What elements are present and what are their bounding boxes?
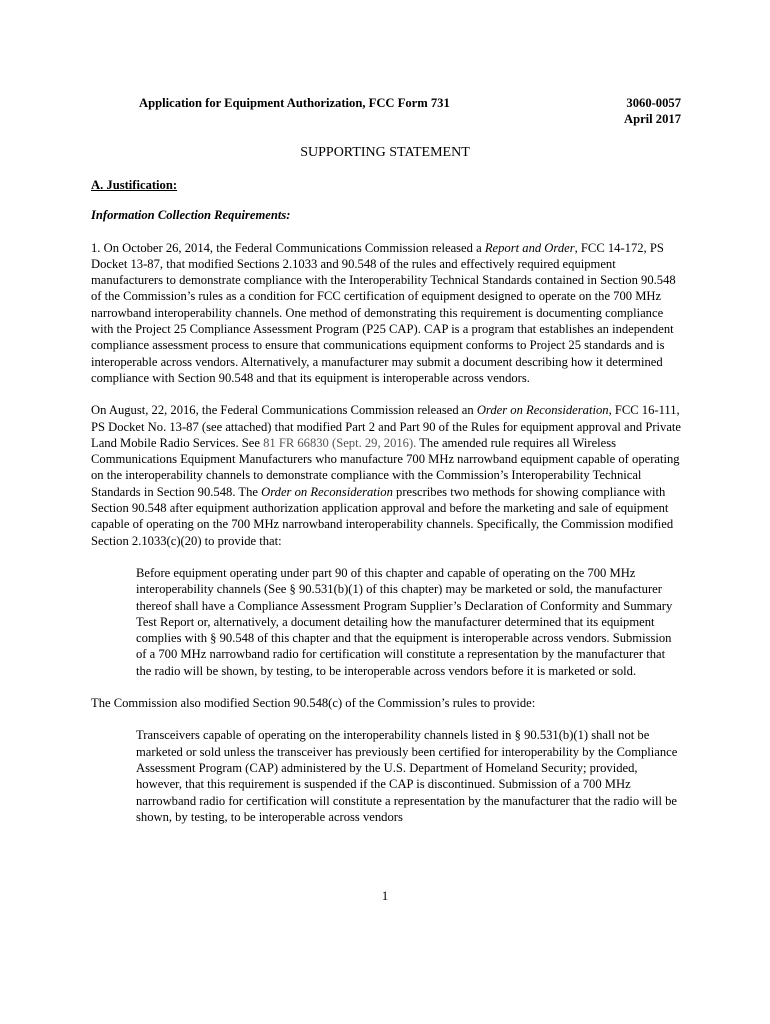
paragraph-1-intro: 1. On October 26, 2014, the Federal Communications Commission released a <box>91 240 485 255</box>
paragraph-3: The Commission also modified Section 90.548(c) of the Commission’s rules to provide: <box>91 696 536 711</box>
subheading: Information Collection Requirements: <box>91 208 291 223</box>
paragraph-2-rest: prescribes two methods for showing compliance with Section 90.548 after equipment authorization application approval and before the marketing and sale of equipment capable of operating on the 700 MHz narrowband interoperability channels. Specifically, the Commission modified Section 2.1033(c)(20) to provide that: <box>91 484 674 548</box>
document-body <box>91 177 681 841</box>
block-quote-1: Before equipment operating under part 90 of this chapter and capable of operating on the 700 MHz interoperability channels (See § 90.531(b)(1) of this chapter) may be marketed or sold, the manufacturer thereof shall have a Compliance Assessment Program Supplier’s Declaration of Conformity and Summary Test Report or, alternatively, a document detailing how the manufacturer determined that its equipment complies with § 90.548 of this chapter and that the equipment is interoperable across vendors. Submission of a 700 MHz narrowband radio for certification will constitute a representation by the manufacturer that the radio will be shown, by testing, to be interoperable across vendors before it is marketed or sold. <box>136 565 673 678</box>
paragraph-2-mid-2: The amended rule requires all Wireless Communications Equipment Manufacturers who manufacture 700 MHz narrowband equipment capable of operating on the interoperability channels to demonstrate compliance with the Commission’s Interoperability Technical Standards in Section 90.548. The <box>91 435 680 499</box>
block-quote-2: Transceivers capable of operating on the interoperability channels listed in § 90.531(b)(1) shall not be marketed or sold unless the transceiver has previously been certified for interoperability by the Compliance Assessment Program (CAP) administered by the U.S. Department of Homeland Security; provided, however, that this requirement is suspended if the CAP is discontinued. Submission of a 700 MHz narrowband radio for certification will constitute a representation by the manufacturer that the radio will be shown, by testing, to be interoperable across vendors <box>136 728 678 824</box>
paragraph-1 <box>91 240 681 387</box>
paragraph-1-italic: Report and Order <box>484 240 575 255</box>
paragraph-2-intro: On August, 22, 2016, the Federal Communications Commission released an <box>91 403 477 418</box>
document-title: SUPPORTING STATEMENT <box>300 145 470 160</box>
paragraph-2-italic-2: Order on Reconsideration <box>261 484 393 499</box>
omb-number: 3060-0057 <box>626 96 681 110</box>
revision-date: April 2017 <box>623 112 681 127</box>
form-title: Application for Equipment Authorization, FCC Form 731 <box>139 96 450 110</box>
paragraph-2-italic-1: Order on Reconsideration <box>476 403 609 418</box>
paragraph-2 <box>91 402 681 549</box>
section-heading: A. Justification: <box>91 178 178 192</box>
paragraph-2-mid-1: , FCC 16-111, PS Docket No. 13-87 (see attached) that modified Part 2 and Part 90 of the Rules for equipment approval and Private Land Mobile Radio Services. See <box>91 403 682 450</box>
page-number: 1 <box>381 889 389 903</box>
federal-register-link[interactable]: 81 FR 66830 (Sept. 29, 2016). <box>263 435 417 450</box>
paragraph-1-rest: , FCC 14-172, PS Docket 13-87, that modified Sections 2.1033 and 90.548 of the rules and effectively required equipment manufacturers to demonstrate compliance with the Interoperability Technical Standards contained in Section 90.548 of the Commission’s rules as a condition for FCC certification of equipment designed to operate on the 700 MHz narrowband interoperability channels. One method of demonstrating this requirement is documenting compliance with the Project 25 Compliance Assessment Program (P25 CAP). CAP is a program that establishes an independent compliance assessment process to ensure that communications equipment conforms to Project 25 standards and is interoperable across vendors. Alternatively, a manufacturer may submit a document describing how it determined compliance with Section 90.548 and that its equipment is interoperable across vendors. <box>91 240 676 385</box>
header-right <box>624 95 681 128</box>
